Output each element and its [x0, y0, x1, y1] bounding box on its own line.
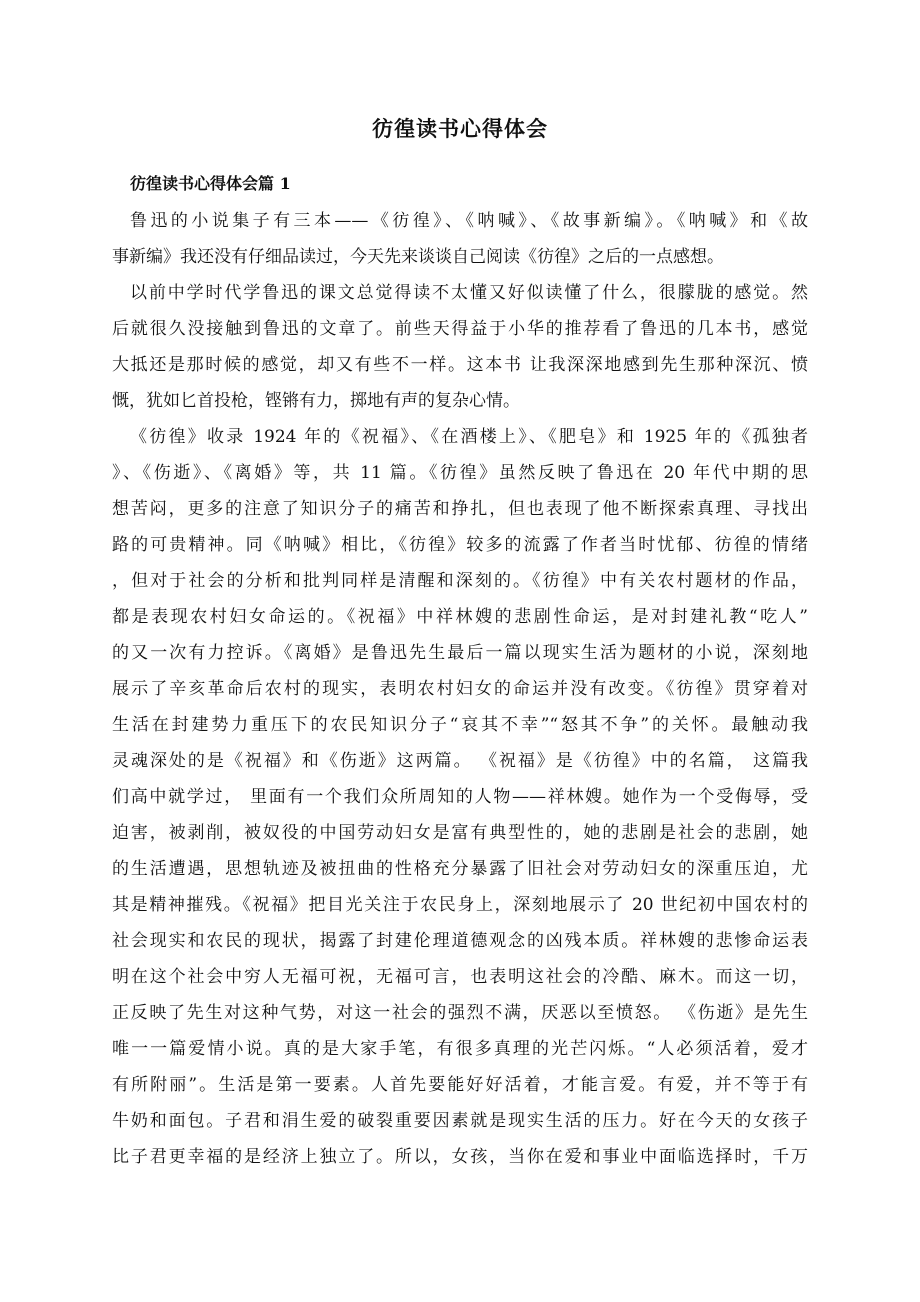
text-line: 正反映了先生对这种气势，对这一社会的强烈不满，厌恶以至愤怒。 《伤逝》是先生	[112, 1003, 808, 1023]
text-line: 明在这个社会中穷人无福可祝，无福可言，也表明这社会的冷酷、麻木。而这一切，	[112, 967, 808, 987]
text-line: 《彷徨》收录 1924 年的《祝福》、《在酒楼上》、《肥皂》和 1925 年的《孤独者	[130, 427, 808, 447]
text-line: 社会现实和农民的现状，揭露了封建伦理道德观念的凶残本质。祥林嫂的悲惨命运表	[112, 931, 808, 951]
text-line: 以前中学时代学鲁迅的课文总觉得读不太懂又好似读懂了什么，很朦胧的感觉。然	[130, 283, 808, 303]
body-text	[112, 203, 808, 1175]
text-line: 其是精神摧残。《祝福》把目光关注于农民身上，深刻地展示了 20 世纪初中国农村的	[112, 895, 808, 915]
text-line: 牛奶和面包。子君和涓生爱的破裂重要因素就是现实生活的压力。好在今天的女孩子	[112, 1111, 808, 1131]
text-line: ，但对于社会的分析和批判同样是清醒和深刻的。《彷徨》中有关农村题材的作品，	[112, 571, 808, 591]
text-line: 》、《伤逝》、《离婚》等，共 11 篇。《彷徨》虽然反映了鲁迅在 20 年代中期的思	[112, 463, 808, 483]
text-line: 路的可贵精神。同《呐喊》相比，《彷徨》较多的流露了作者当时忧郁、彷徨的情绪	[112, 535, 808, 555]
text-line: 的生活遭遇，思想轨迹及被扭曲的性格充分暴露了旧社会对劳动妇女的深重压迫，尤	[112, 859, 808, 879]
section-heading: 彷徨读书心得体会篇 1	[130, 174, 291, 193]
text-line: 慨，犹如匕首投枪，铿锵有力，掷地有声的复杂心情。	[112, 391, 520, 411]
text-line: 唯一一篇爱情小说。真的是大家手笔，有很多真理的光芒闪烁。“人必须活着，爱才	[112, 1039, 808, 1059]
text-line: 有所附丽”。生活是第一要素。人首先要能好好活着，才能言爱。有爱，并不等于有	[112, 1075, 808, 1095]
text-line: 想苦闷，更多的注意了知识分子的痛苦和挣扎，但也表现了他不断探索真理、寻找出	[112, 499, 808, 519]
text-line: 展示了辛亥革命后农村的现实，表明农村妇女的命运并没有改变。《彷徨》贯穿着对	[112, 679, 808, 699]
text-line: 灵魂深处的是《祝福》和《伤逝》这两篇。 《祝福》是《彷徨》中的名篇， 这篇我	[112, 751, 808, 771]
document-title: 彷徨读书心得体会	[372, 116, 548, 141]
text-line: 都是表现农村妇女命运的。《祝福》中祥林嫂的悲剧性命运，是对封建礼教“吃人”	[112, 607, 808, 627]
text-line: 事新编》我还没有仔细品读过，今天先来谈谈自己阅读《彷徨》之后的一点感想。	[112, 247, 724, 267]
text-line: 的又一次有力控诉。《离婚》是鲁迅先生最后一篇以现实生活为题材的小说，深刻地	[112, 643, 808, 663]
text-line: 鲁迅的小说集子有三本——《彷徨》、《呐喊》、《故事新编》。《呐喊》和《故	[130, 211, 808, 231]
text-line: 比子君更幸福的是经济上独立了。所以，女孩，当你在爱和事业中面临选择时，千万	[112, 1147, 808, 1167]
text-line: 生活在封建势力重压下的农民知识分子“哀其不幸”“怒其不争”的关怀。最触动我	[112, 715, 808, 735]
text-line: 后就很久没接触到鲁迅的文章了。前些天得益于小华的推荐看了鲁迅的几本书，感觉	[112, 319, 808, 339]
text-line: 大抵还是那时候的感觉，却又有些不一样。这本书 让我深深地感到先生那种深沉、愤	[112, 355, 808, 375]
text-line: 迫害，被剥削，被奴役的中国劳动妇女是富有典型性的，她的悲剧是社会的悲剧，她	[112, 823, 808, 843]
text-line: 们高中就学过， 里面有一个我们众所周知的人物——祥林嫂。她作为一个受侮辱，受	[112, 787, 808, 807]
